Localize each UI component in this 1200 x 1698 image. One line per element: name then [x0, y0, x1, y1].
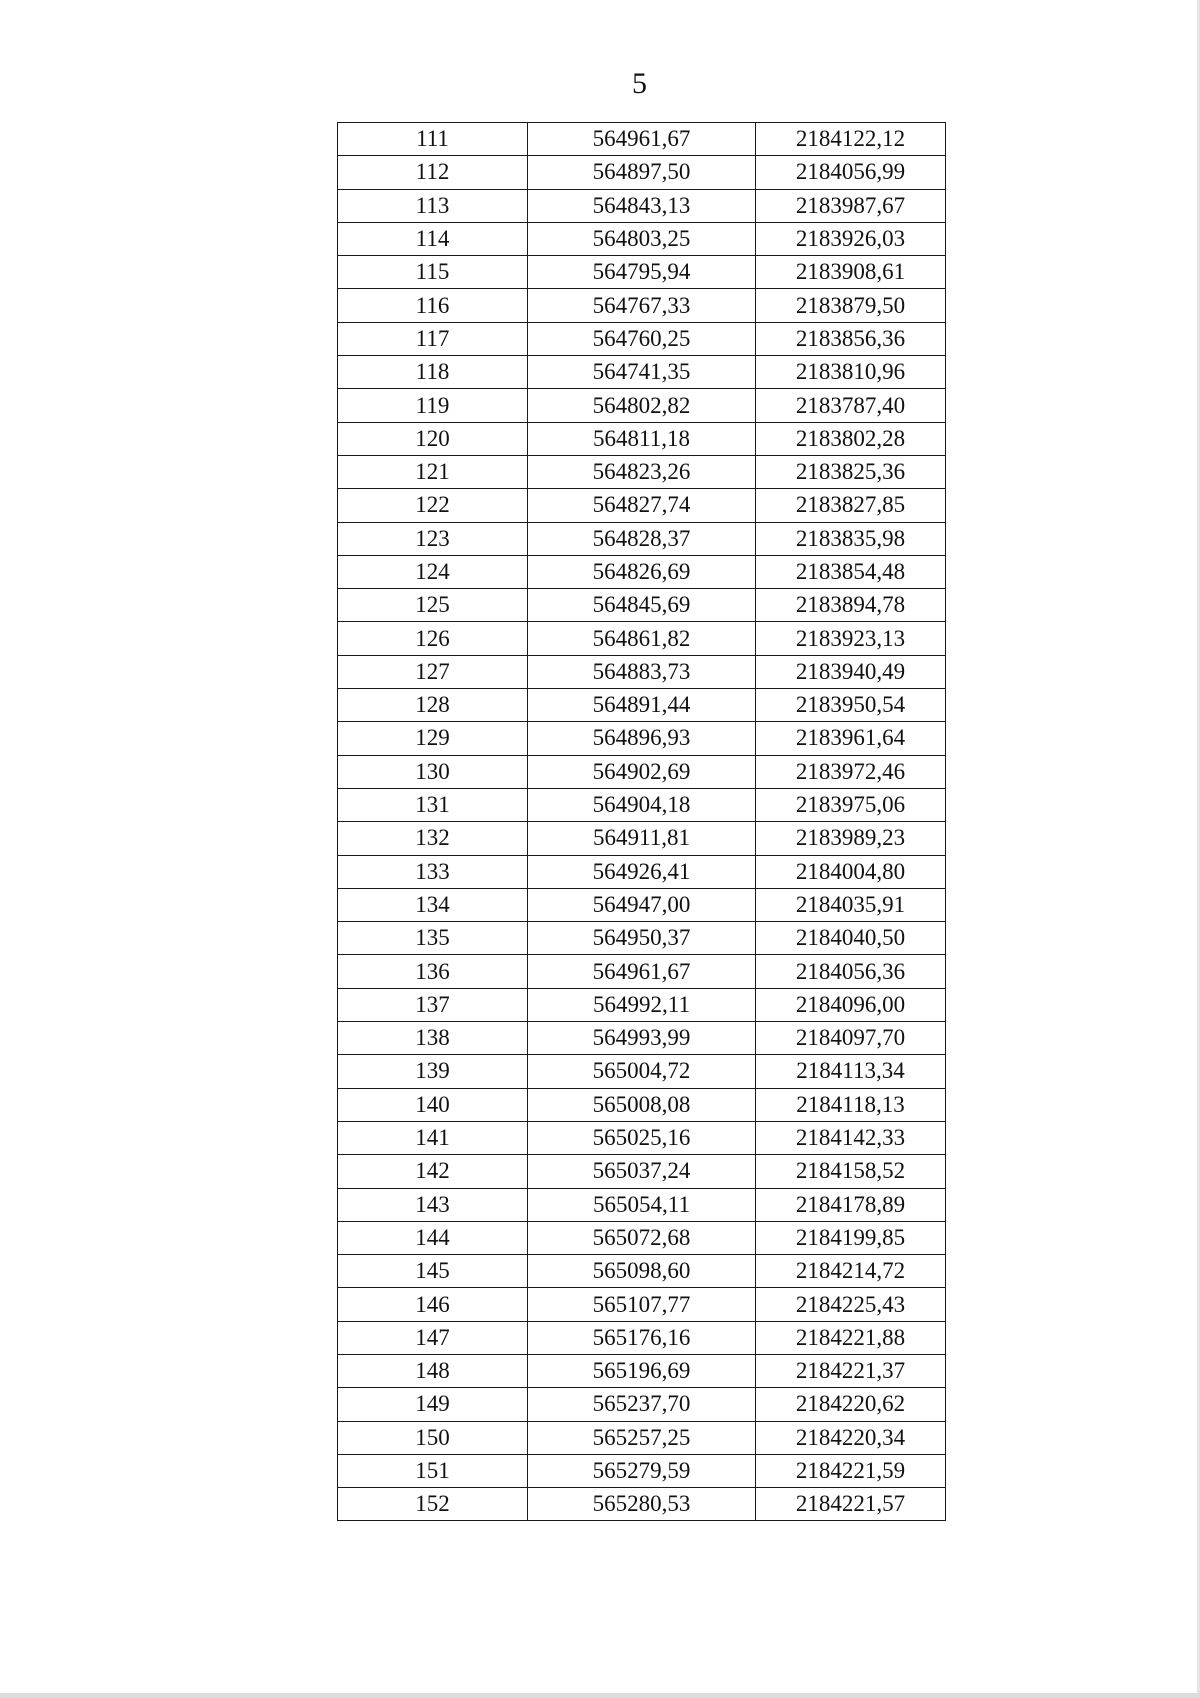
point-number-cell: 130	[338, 755, 528, 788]
y-coordinate-cell: 2184097,70	[756, 1022, 946, 1055]
point-number-cell: 117	[338, 322, 528, 355]
y-coordinate-cell: 2183923,13	[756, 622, 946, 655]
table-row	[338, 888, 946, 921]
x-coordinate-cell: 564845,69	[528, 589, 756, 622]
x-coordinate-cell: 564992,11	[528, 988, 756, 1021]
x-coordinate-cell: 564823,26	[528, 455, 756, 488]
table-row	[338, 189, 946, 222]
y-coordinate-cell: 2184004,80	[756, 855, 946, 888]
page-number: 5	[632, 67, 647, 100]
y-coordinate-cell: 2184220,62	[756, 1388, 946, 1421]
point-number-cell: 116	[338, 289, 528, 322]
point-number-cell: 114	[338, 222, 528, 255]
y-coordinate-cell: 2184178,89	[756, 1188, 946, 1221]
y-coordinate-cell: 2184122,12	[756, 123, 946, 156]
table-row	[338, 455, 946, 488]
table-row	[338, 722, 946, 755]
table-row	[338, 922, 946, 955]
y-coordinate-cell: 2183972,46	[756, 755, 946, 788]
table-row	[338, 555, 946, 588]
table-row	[338, 689, 946, 722]
point-number-cell: 121	[338, 455, 528, 488]
table-row	[338, 123, 946, 156]
y-coordinate-cell: 2184035,91	[756, 888, 946, 921]
x-coordinate-cell: 564826,69	[528, 555, 756, 588]
point-number-cell: 147	[338, 1321, 528, 1354]
point-number-cell: 143	[338, 1188, 528, 1221]
y-coordinate-cell: 2184225,43	[756, 1288, 946, 1321]
x-coordinate-cell: 564926,41	[528, 855, 756, 888]
x-coordinate-cell: 565025,16	[528, 1121, 756, 1154]
table-row	[338, 589, 946, 622]
point-number-cell: 129	[338, 722, 528, 755]
table-row	[338, 822, 946, 855]
table-row	[338, 755, 946, 788]
y-coordinate-cell: 2183961,64	[756, 722, 946, 755]
x-coordinate-cell: 564803,25	[528, 222, 756, 255]
table-row	[338, 1155, 946, 1188]
x-coordinate-cell: 565072,68	[528, 1221, 756, 1254]
table-row	[338, 1255, 946, 1288]
point-number-cell: 122	[338, 489, 528, 522]
y-coordinate-cell: 2184220,34	[756, 1421, 946, 1454]
y-coordinate-cell: 2184096,00	[756, 988, 946, 1021]
point-number-cell: 150	[338, 1421, 528, 1454]
y-coordinate-cell: 2184221,57	[756, 1488, 946, 1521]
table-row	[338, 655, 946, 688]
x-coordinate-cell: 564947,00	[528, 888, 756, 921]
y-coordinate-cell: 2184221,59	[756, 1454, 946, 1487]
y-coordinate-cell: 2183926,03	[756, 222, 946, 255]
point-number-cell: 136	[338, 955, 528, 988]
x-coordinate-cell: 564993,99	[528, 1022, 756, 1055]
table-row	[338, 156, 946, 189]
point-number-cell: 131	[338, 788, 528, 821]
table-row	[338, 1221, 946, 1254]
y-coordinate-cell: 2184056,36	[756, 955, 946, 988]
x-coordinate-cell: 565054,11	[528, 1188, 756, 1221]
table-row	[338, 1288, 946, 1321]
point-number-cell: 144	[338, 1221, 528, 1254]
point-number-cell: 146	[338, 1288, 528, 1321]
x-coordinate-cell: 565196,69	[528, 1354, 756, 1387]
table-row	[338, 1421, 946, 1454]
y-coordinate-cell: 2184221,88	[756, 1321, 946, 1354]
x-coordinate-cell: 564961,67	[528, 123, 756, 156]
table-row	[338, 988, 946, 1021]
table-row	[338, 289, 946, 322]
coordinates-table-body	[338, 123, 946, 1521]
x-coordinate-cell: 565037,24	[528, 1155, 756, 1188]
x-coordinate-cell: 564902,69	[528, 755, 756, 788]
y-coordinate-cell: 2183989,23	[756, 822, 946, 855]
x-coordinate-cell: 564843,13	[528, 189, 756, 222]
point-number-cell: 132	[338, 822, 528, 855]
point-number-cell: 124	[338, 555, 528, 588]
point-number-cell: 112	[338, 156, 528, 189]
x-coordinate-cell: 564802,82	[528, 389, 756, 422]
x-coordinate-cell: 564897,50	[528, 156, 756, 189]
y-coordinate-cell: 2183835,98	[756, 522, 946, 555]
table-row	[338, 1188, 946, 1221]
table-row	[338, 522, 946, 555]
point-number-cell: 137	[338, 988, 528, 1021]
y-coordinate-cell: 2184142,33	[756, 1121, 946, 1154]
x-coordinate-cell: 565107,77	[528, 1288, 756, 1321]
y-coordinate-cell: 2183825,36	[756, 455, 946, 488]
x-coordinate-cell: 565279,59	[528, 1454, 756, 1487]
point-number-cell: 123	[338, 522, 528, 555]
y-coordinate-cell: 2184113,34	[756, 1055, 946, 1088]
table-row	[338, 356, 946, 389]
y-coordinate-cell: 2183950,54	[756, 689, 946, 722]
table-row	[338, 855, 946, 888]
x-coordinate-cell: 564760,25	[528, 322, 756, 355]
y-coordinate-cell: 2183879,50	[756, 289, 946, 322]
point-number-cell: 115	[338, 256, 528, 289]
y-coordinate-cell: 2184199,85	[756, 1221, 946, 1254]
x-coordinate-cell: 564896,93	[528, 722, 756, 755]
point-number-cell: 135	[338, 922, 528, 955]
x-coordinate-cell: 564961,67	[528, 955, 756, 988]
table-row	[338, 222, 946, 255]
point-number-cell: 151	[338, 1454, 528, 1487]
table-row	[338, 389, 946, 422]
y-coordinate-cell: 2183856,36	[756, 322, 946, 355]
y-coordinate-cell: 2184158,52	[756, 1155, 946, 1188]
table-row	[338, 1055, 946, 1088]
point-number-cell: 111	[338, 123, 528, 156]
table-row	[338, 1321, 946, 1354]
x-coordinate-cell: 564827,74	[528, 489, 756, 522]
point-number-cell: 138	[338, 1022, 528, 1055]
y-coordinate-cell: 2184056,99	[756, 156, 946, 189]
point-number-cell: 126	[338, 622, 528, 655]
table-row	[338, 1121, 946, 1154]
x-coordinate-cell: 565237,70	[528, 1388, 756, 1421]
point-number-cell: 148	[338, 1354, 528, 1387]
y-coordinate-cell: 2183810,96	[756, 356, 946, 389]
point-number-cell: 149	[338, 1388, 528, 1421]
table-row	[338, 489, 946, 522]
point-number-cell: 139	[338, 1055, 528, 1088]
coordinates-table	[337, 122, 946, 1521]
point-number-cell: 113	[338, 189, 528, 222]
table-row	[338, 422, 946, 455]
table-row	[338, 322, 946, 355]
x-coordinate-cell: 565098,60	[528, 1255, 756, 1288]
x-coordinate-cell: 565008,08	[528, 1088, 756, 1121]
point-number-cell: 142	[338, 1155, 528, 1188]
y-coordinate-cell: 2183894,78	[756, 589, 946, 622]
table-row	[338, 1022, 946, 1055]
table-row	[338, 1488, 946, 1521]
y-coordinate-cell: 2184214,72	[756, 1255, 946, 1288]
x-coordinate-cell: 564861,82	[528, 622, 756, 655]
x-coordinate-cell: 564911,81	[528, 822, 756, 855]
table-row	[338, 1088, 946, 1121]
x-coordinate-cell: 565257,25	[528, 1421, 756, 1454]
point-number-cell: 152	[338, 1488, 528, 1521]
table-row	[338, 622, 946, 655]
table-row	[338, 788, 946, 821]
table-row	[338, 955, 946, 988]
point-number-cell: 140	[338, 1088, 528, 1121]
point-number-cell: 141	[338, 1121, 528, 1154]
y-coordinate-cell: 2183802,28	[756, 422, 946, 455]
point-number-cell: 127	[338, 655, 528, 688]
table-row	[338, 1454, 946, 1487]
y-coordinate-cell: 2184221,37	[756, 1354, 946, 1387]
point-number-cell: 133	[338, 855, 528, 888]
table-row	[338, 1354, 946, 1387]
y-coordinate-cell: 2183827,85	[756, 489, 946, 522]
y-coordinate-cell: 2184040,50	[756, 922, 946, 955]
point-number-cell: 125	[338, 589, 528, 622]
x-coordinate-cell: 565280,53	[528, 1488, 756, 1521]
x-coordinate-cell: 564883,73	[528, 655, 756, 688]
y-coordinate-cell: 2183908,61	[756, 256, 946, 289]
x-coordinate-cell: 564950,37	[528, 922, 756, 955]
x-coordinate-cell: 565176,16	[528, 1321, 756, 1354]
point-number-cell: 145	[338, 1255, 528, 1288]
y-coordinate-cell: 2184118,13	[756, 1088, 946, 1121]
x-coordinate-cell: 565004,72	[528, 1055, 756, 1088]
x-coordinate-cell: 564795,94	[528, 256, 756, 289]
x-coordinate-cell: 564891,44	[528, 689, 756, 722]
x-coordinate-cell: 564828,37	[528, 522, 756, 555]
point-number-cell: 119	[338, 389, 528, 422]
x-coordinate-cell: 564767,33	[528, 289, 756, 322]
point-number-cell: 120	[338, 422, 528, 455]
x-coordinate-cell: 564741,35	[528, 356, 756, 389]
y-coordinate-cell: 2183975,06	[756, 788, 946, 821]
y-coordinate-cell: 2183940,49	[756, 655, 946, 688]
x-coordinate-cell: 564811,18	[528, 422, 756, 455]
point-number-cell: 128	[338, 689, 528, 722]
table-row	[338, 256, 946, 289]
x-coordinate-cell: 564904,18	[528, 788, 756, 821]
table-row	[338, 1388, 946, 1421]
point-number-cell: 134	[338, 888, 528, 921]
y-coordinate-cell: 2183854,48	[756, 555, 946, 588]
point-number-cell: 118	[338, 356, 528, 389]
y-coordinate-cell: 2183787,40	[756, 389, 946, 422]
scan-edge-bottom	[0, 1693, 1200, 1698]
y-coordinate-cell: 2183987,67	[756, 189, 946, 222]
